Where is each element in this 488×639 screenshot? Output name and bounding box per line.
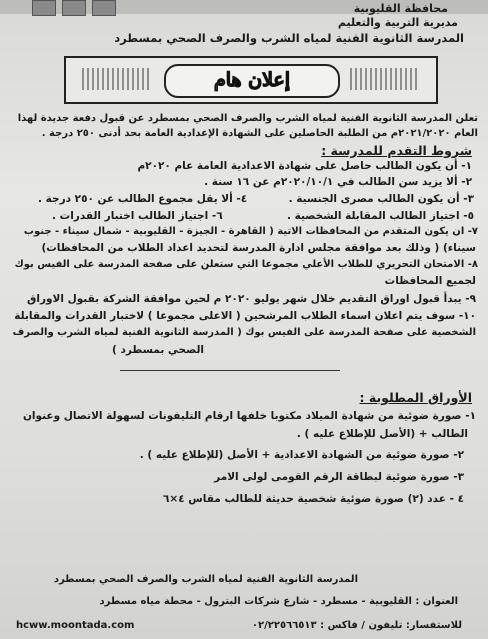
condition-2: ٢- ألا يزيد سن الطالب في ٢٠٢٠/١٠/١م عن ١٦ سنة . <box>204 176 472 188</box>
condition-10: ١٠- سوف يتم اعلان اسماء الطلاب المرشحين ( الاعلى مجموعا ) لاختبار القدرات والمقابلة <box>14 310 476 322</box>
intro-line-2: العام ٢٠٢١/٢٠٢٠م من الطلبة الحاصلين على الشهادة الإعدادية العامة بحد أدنى ٢٥٠ درجة . <box>41 128 478 139</box>
footer-contact: للاستفسار: تليفون / فاكس : ٠٢/٢٢٥٦٦٥١٣ <box>251 620 462 631</box>
condition-5: ٥- اجتياز الطالب المقابلة الشخصية . <box>286 210 474 222</box>
conditions-title: شروط التقدم للمدرسة : <box>321 143 472 158</box>
paper-2: ٢- صورة ضوئية من الشهادة الاعدادية + الأصل (للإطلاع عليه ) . <box>139 449 464 461</box>
condition-9: ٩- يبدأ قبول اوراق التقديم خلال شهر يوليو ٢٠٢٠ م لحين موافقة الشركة بقبول الاوراق <box>26 293 476 305</box>
footer-school: المدرسة الثانوية الفنية لمياه الشرب والصرف الصحي بمسطرد <box>53 574 358 585</box>
footer-website: hcww.moontada.com <box>16 620 135 631</box>
intro-line-1: تعلن المدرسة الثانوية الفنية لمياه الشرب والصرف الصحي بمسطرد عن قبول دفعة جديدة لهذا <box>17 113 478 124</box>
banner-decoration-left <box>82 68 152 90</box>
footer-address: العنوان : القليوبية - مسطرد - شارع شركات البترول - محطة مياه مسطرد <box>99 596 458 607</box>
paper-3: ٣- صورة ضوئية لبطاقة الرقم القومى لولى الامر <box>214 471 464 483</box>
condition-3: ٣- أن يكون الطالب مصرى الجنسية . <box>288 193 474 205</box>
condition-6: ٦- اجتياز الطالب اختبار القدرات . <box>52 210 223 222</box>
condition-8-cont: لجميع المحافظات <box>384 275 476 287</box>
paper-1-cont: الطالب + (الأصل للإطلاع عليه ) . <box>296 428 468 440</box>
logo-right <box>92 0 116 16</box>
paper-1: ١- صورة ضوئية من شهادة الميلاد مكتوبا خلفها ارقام التليفونات لسهولة الاتصال وعنوان <box>22 410 476 422</box>
condition-4: ٤- ألا يقل مجموع الطالب عن ٢٥٠ درجة . <box>38 193 248 205</box>
header-governorate: محافظة القليوبية <box>353 2 448 15</box>
banner-title-frame <box>164 64 340 98</box>
section-divider <box>120 370 340 371</box>
banner-title: إعلان هام <box>213 69 291 91</box>
condition-7: ٧- ان يكون المتقدم من المحافظات الاتية ( القاهرة - الجيزة - القليوبية - شمال سيناء - جنوب <box>23 226 478 237</box>
banner-decoration-right <box>350 68 420 90</box>
logo-middle <box>62 0 86 16</box>
paper-4: ٤ - عدد (٢) صورة ضوئية شخصية حديثة للطالب مقاس ٤×٦ <box>162 493 464 505</box>
announcement-banner <box>64 56 438 104</box>
condition-8: ٨- الامتحان التحريري للطلاب الأعلي مجموعا التي ستعلن على صفحة المدرسة على الفيس بوك <box>14 259 478 270</box>
papers-title: الأوراق المطلوبة : <box>359 390 472 405</box>
header-school-name: المدرسة الثانوية الفنية لمياه الشرب والصرف الصحي بمسطرد <box>114 31 464 45</box>
condition-1: ١- أن يكون الطالب حاصل على شهادة الاعدادية العامة عام ٢٠٢٠م <box>137 160 472 172</box>
header-directorate: مديرية التربية والتعليم <box>337 16 458 29</box>
condition-10-cont: الشخصية على صفحة المدرسة على الفيس بوك ( المدرسة الثانوية الفنية لمياه الشرب والصرف <box>12 327 476 338</box>
condition-10-end: الصحي بمسطرد ) <box>112 344 205 356</box>
logo-left <box>32 0 56 16</box>
condition-7-note: سيناء) ( وذلك بعد موافقة مجلس ادارة المدرسة لتحديد اعداد الطلاب من المحافظات) <box>41 242 476 254</box>
